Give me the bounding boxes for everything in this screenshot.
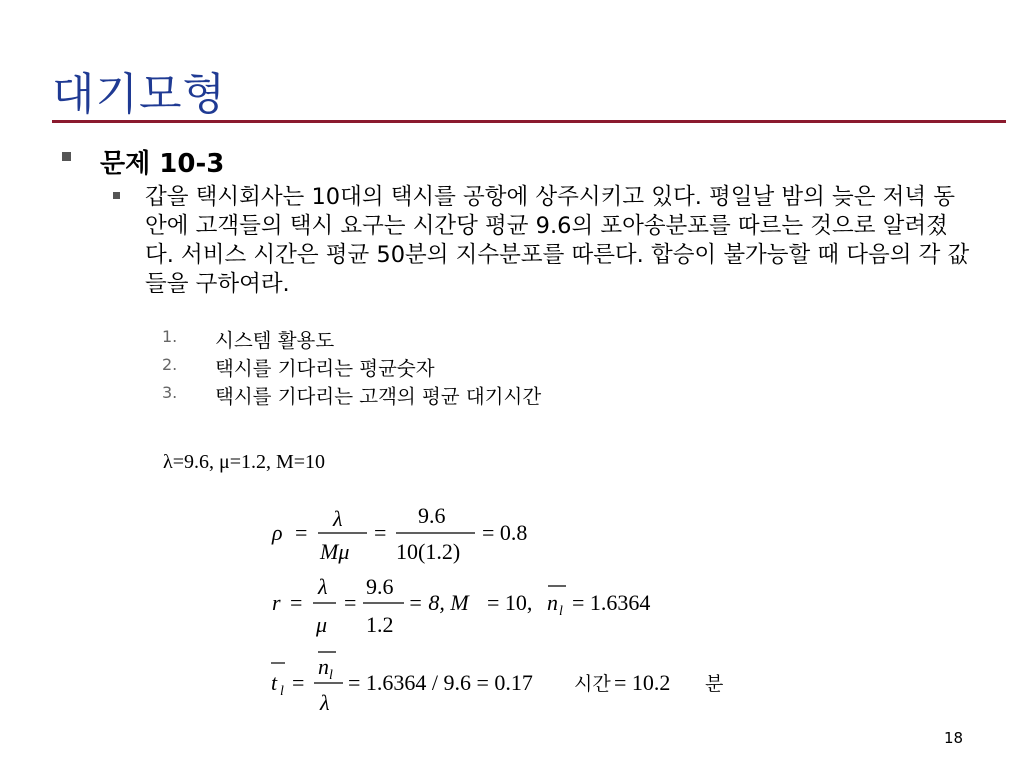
item-number: 1. xyxy=(162,327,178,346)
eq-sign: = xyxy=(295,520,308,545)
problem-description: 갑을 택시회사는 10대의 택시를 공항에 상주시키고 있다. 평일날 밤의 늦은 저녁 동안에 고객들의 택시 요구는 시간당 평균 9.6의 포아송분포를 따르는 것으로 알려졌다. 서비스 시간은 평균 50분의 지수분포를 따른다. 합승이 불가능할 때 다음의 각 값들을 구하여라. xyxy=(145,184,970,297)
item-label: 택시를 기다리는 평균숫자 xyxy=(215,357,435,380)
item-number: 2. xyxy=(162,355,178,374)
eq-sign: = xyxy=(374,520,387,545)
fraction-denominator: 1.2 xyxy=(366,612,394,637)
fraction-numerator: n xyxy=(318,654,329,679)
eq-sign: = xyxy=(290,590,303,615)
slide-title: 대기모형 xyxy=(52,69,227,120)
page-number: 18 xyxy=(944,729,964,747)
fraction-denominator: Mμ xyxy=(320,539,350,564)
eq-result: = 0.8 xyxy=(482,520,528,545)
eq-unit: 분 xyxy=(705,673,724,695)
fraction-numerator: 9.6 xyxy=(366,574,394,599)
equation-ratio xyxy=(272,574,650,637)
eq-sign: = xyxy=(344,590,357,615)
item-number: 3. xyxy=(162,383,178,402)
fraction-numerator: λ xyxy=(318,574,328,599)
eq-result: = 1.6364 xyxy=(572,590,651,615)
eq-subscript: l xyxy=(280,684,284,699)
eq-mid2: = 10, xyxy=(487,590,533,615)
item-label: 택시를 기다리는 고객의 평균 대기시간 xyxy=(215,385,542,408)
eq-expression: = 1.6364 / 9.6 = 0.17 xyxy=(348,670,533,695)
fraction-numerator: λ xyxy=(333,506,343,531)
eq-symbol: ρ xyxy=(272,520,283,545)
equation-wait-time xyxy=(271,652,723,715)
eq-symbol: r xyxy=(272,590,281,615)
fraction-denominator: 10(1.2) xyxy=(396,539,461,564)
eq-expression: = 10.2 xyxy=(614,670,671,695)
problem-heading: 문제 10-3 xyxy=(100,149,225,179)
equation-utilization xyxy=(271,503,527,564)
parameters-line: λ=9.6, μ=1.2, M=10 xyxy=(163,451,326,473)
eq-symbol: t xyxy=(271,670,278,695)
eq-subscript: l xyxy=(559,604,563,619)
fraction-denominator: μ xyxy=(316,612,328,637)
fraction-denominator: λ xyxy=(320,690,330,715)
eq-variable: n xyxy=(547,590,558,615)
eq-unit: 시간 xyxy=(574,673,611,695)
fraction-numerator: 9.6 xyxy=(418,503,446,528)
eq-mid: = 8, M xyxy=(408,590,469,615)
eq-sign: = xyxy=(292,670,305,695)
eq-subscript: l xyxy=(329,668,333,683)
item-label: 시스템 활용도 xyxy=(215,329,335,352)
